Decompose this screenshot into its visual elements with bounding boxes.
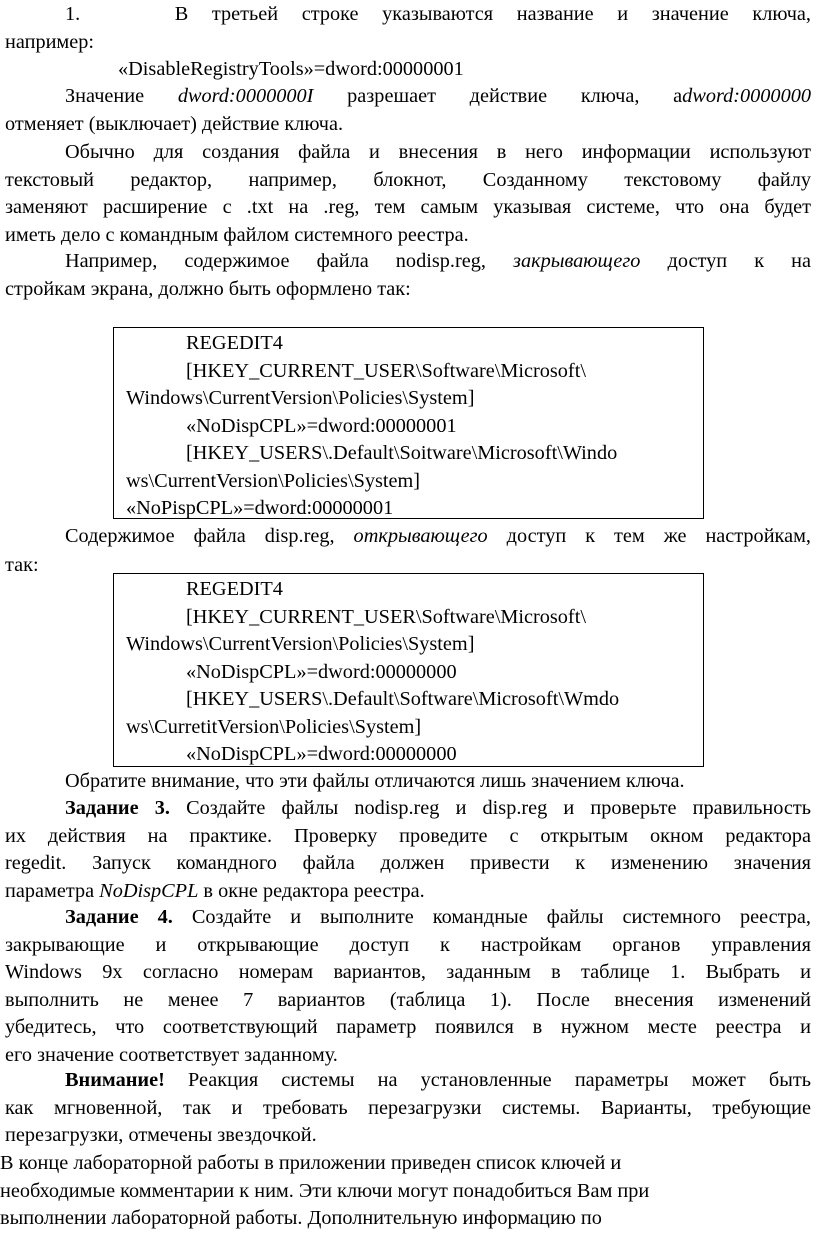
disp-text-c: доступ к тем же настройкам, [487, 525, 812, 547]
disp-opening-word: открывающего [353, 525, 488, 547]
dword-disable-value: dword:0000000 [682, 85, 811, 107]
code-box-disp [113, 573, 704, 767]
task4-line-6: его значение соответствует заданному. [5, 1043, 338, 1066]
dword-enable-value: dword:0000000I [177, 85, 314, 107]
nodisp-text-a: Например, содержимое файла nodisp.reg, [65, 250, 514, 272]
paragraph-dword [5, 83, 811, 138]
task3-line-3: regedit. Запуск командного файла должен привести к изменению значения [5, 852, 811, 874]
dword-text-c: разрешает действие ключа, а [313, 85, 683, 107]
list-number: 1. [65, 3, 81, 25]
code-box-nodisp [113, 327, 704, 519]
code-line: [HKEY_CURRENT_USER\Software\Microsoft\ [186, 359, 586, 382]
intro-text: В третьей строке указываются название и значение ключа, [174, 3, 812, 25]
task4-line-4: выполнить не менее 7 вариантов (таблица 1). После внесения изменений [5, 988, 811, 1011]
attention-label: Внимание! [65, 1069, 165, 1091]
nodisp-line-1 [5, 248, 811, 276]
paragraph-editor [5, 139, 811, 249]
dword-text-a: Значение [65, 85, 178, 107]
attention-line-2: как мгновенной, так и требовать перезагрузки системы. Варианты, требующие [5, 1096, 811, 1119]
intro-line-1 [5, 1, 811, 29]
paragraph-nodisp [5, 248, 811, 303]
paragraph-disp [5, 523, 811, 579]
task3-line-1 [5, 795, 811, 823]
nodisp-closing-word: закрывающего [513, 250, 641, 272]
paragraph-note: Обратите внимание, что эти файлы отличаются лишь значением ключа. [65, 770, 685, 792]
paragraph-intro [5, 1, 811, 56]
code-line: REGEDIT4 [186, 332, 283, 354]
task3-text: Создайте файлы nodisp.reg и disp.reg и проверьте правильность [169, 797, 811, 819]
task4-line-3: Windows 9x согласно номерам вариантов, заданным в таблице 1. Выбрать и [5, 961, 811, 983]
code-line: ws\CurrentVersion\Policies\System] [126, 469, 421, 492]
task3-label: Задание 3. [65, 797, 170, 819]
task4-text: Создайте и выполните командные файлы системного реестра, [172, 906, 811, 928]
editor-line-4: иметь дело с командным файлом системного реестра. [5, 223, 469, 246]
code-line: «NoPispCPL»=dword:00000001 [126, 497, 394, 519]
attention-text: Реакция системы на установленные параметры может быть [164, 1069, 811, 1091]
task4-line-1 [5, 904, 811, 932]
example-key: «DisableRegistryTools»=dword:00000001 [118, 58, 464, 80]
code-line: Windows\CurrentVersion\Policies\System] [126, 387, 475, 409]
dword-line-1 [5, 83, 811, 111]
task3-param-name: NoDispCPL [99, 879, 199, 902]
code-line: REGEDIT4 [186, 578, 283, 600]
dword-line-2: отменяет (выключает) действие ключа. [5, 112, 344, 135]
editor-line-3: заменяют расширение с .txt на .reg, тем самым указывая системе, что она будет [5, 196, 811, 218]
task4-line-5: убедитесь, что соответствующий параметр появился в нужном месте реестра и [5, 1016, 811, 1038]
code-line: «NoDispCPL»=dword:00000000 [186, 743, 457, 765]
code-line: «NoDispCPL»=dword:00000000 [186, 660, 457, 683]
nodisp-line-2: стройкам экрана, должно быть оформлено так: [5, 277, 411, 300]
attention-paragraph [5, 1067, 811, 1150]
editor-line-2: текстовый редактор, например, блокнот, Созданному текстовому файлу [5, 168, 811, 191]
code-line: [HKEY_USERS\.Default\Soitware\Microsoft\Windo [186, 442, 618, 464]
task-4 [5, 904, 811, 1069]
intro-line-2: например: [5, 30, 95, 53]
nodisp-text-c: доступ к на [640, 250, 811, 272]
disp-line-1 [5, 523, 811, 551]
editor-line-1: Обычно для создания файла и внесения в него информации используют [65, 141, 811, 163]
task4-line-2: закрывающие и открывающие доступ к настройкам органов управления [5, 933, 811, 956]
attention-line-1 [5, 1067, 811, 1095]
task-3 [5, 795, 811, 905]
task3-line-4 [5, 878, 811, 906]
code-line: Windows\CurrentVersion\Policies\System] [126, 633, 475, 655]
task3-line-2: их действия на практике. Проверку проведите с открытым окном редактора [5, 824, 811, 847]
final-line-3: выполнении лабораторной работы. Дополнительную информацию по [0, 1207, 602, 1229]
final-paragraph [0, 1150, 780, 1233]
task4-label: Задание 4. [65, 906, 173, 928]
disp-line-2: так: [5, 553, 39, 576]
disp-text-a: Содержимое файла disp.reg, [65, 525, 354, 547]
code-line: ws\CurretitVersion\Policies\System] [126, 715, 422, 738]
attention-line-3: перезагрузки, отмечены звездочкой. [5, 1124, 317, 1146]
code-line: [HKEY_CURRENT_USER\Software\Microsoft\ [186, 605, 586, 628]
final-line-2: необходимые комментарии к ним. Эти ключи могут понадобиться Вам при [0, 1179, 650, 1202]
task3-text-a: параметра [5, 879, 100, 902]
final-line-1: В конце лабораторной работы в приложении приведен список ключей и [0, 1152, 622, 1174]
task3-text-c: в окне редактора реестра. [198, 879, 425, 902]
code-line: «NoDispCPL»=dword:00000001 [186, 414, 457, 437]
code-line: [HKEY_USERS\.Default\Software\Microsoft\Wmdo [186, 688, 620, 710]
